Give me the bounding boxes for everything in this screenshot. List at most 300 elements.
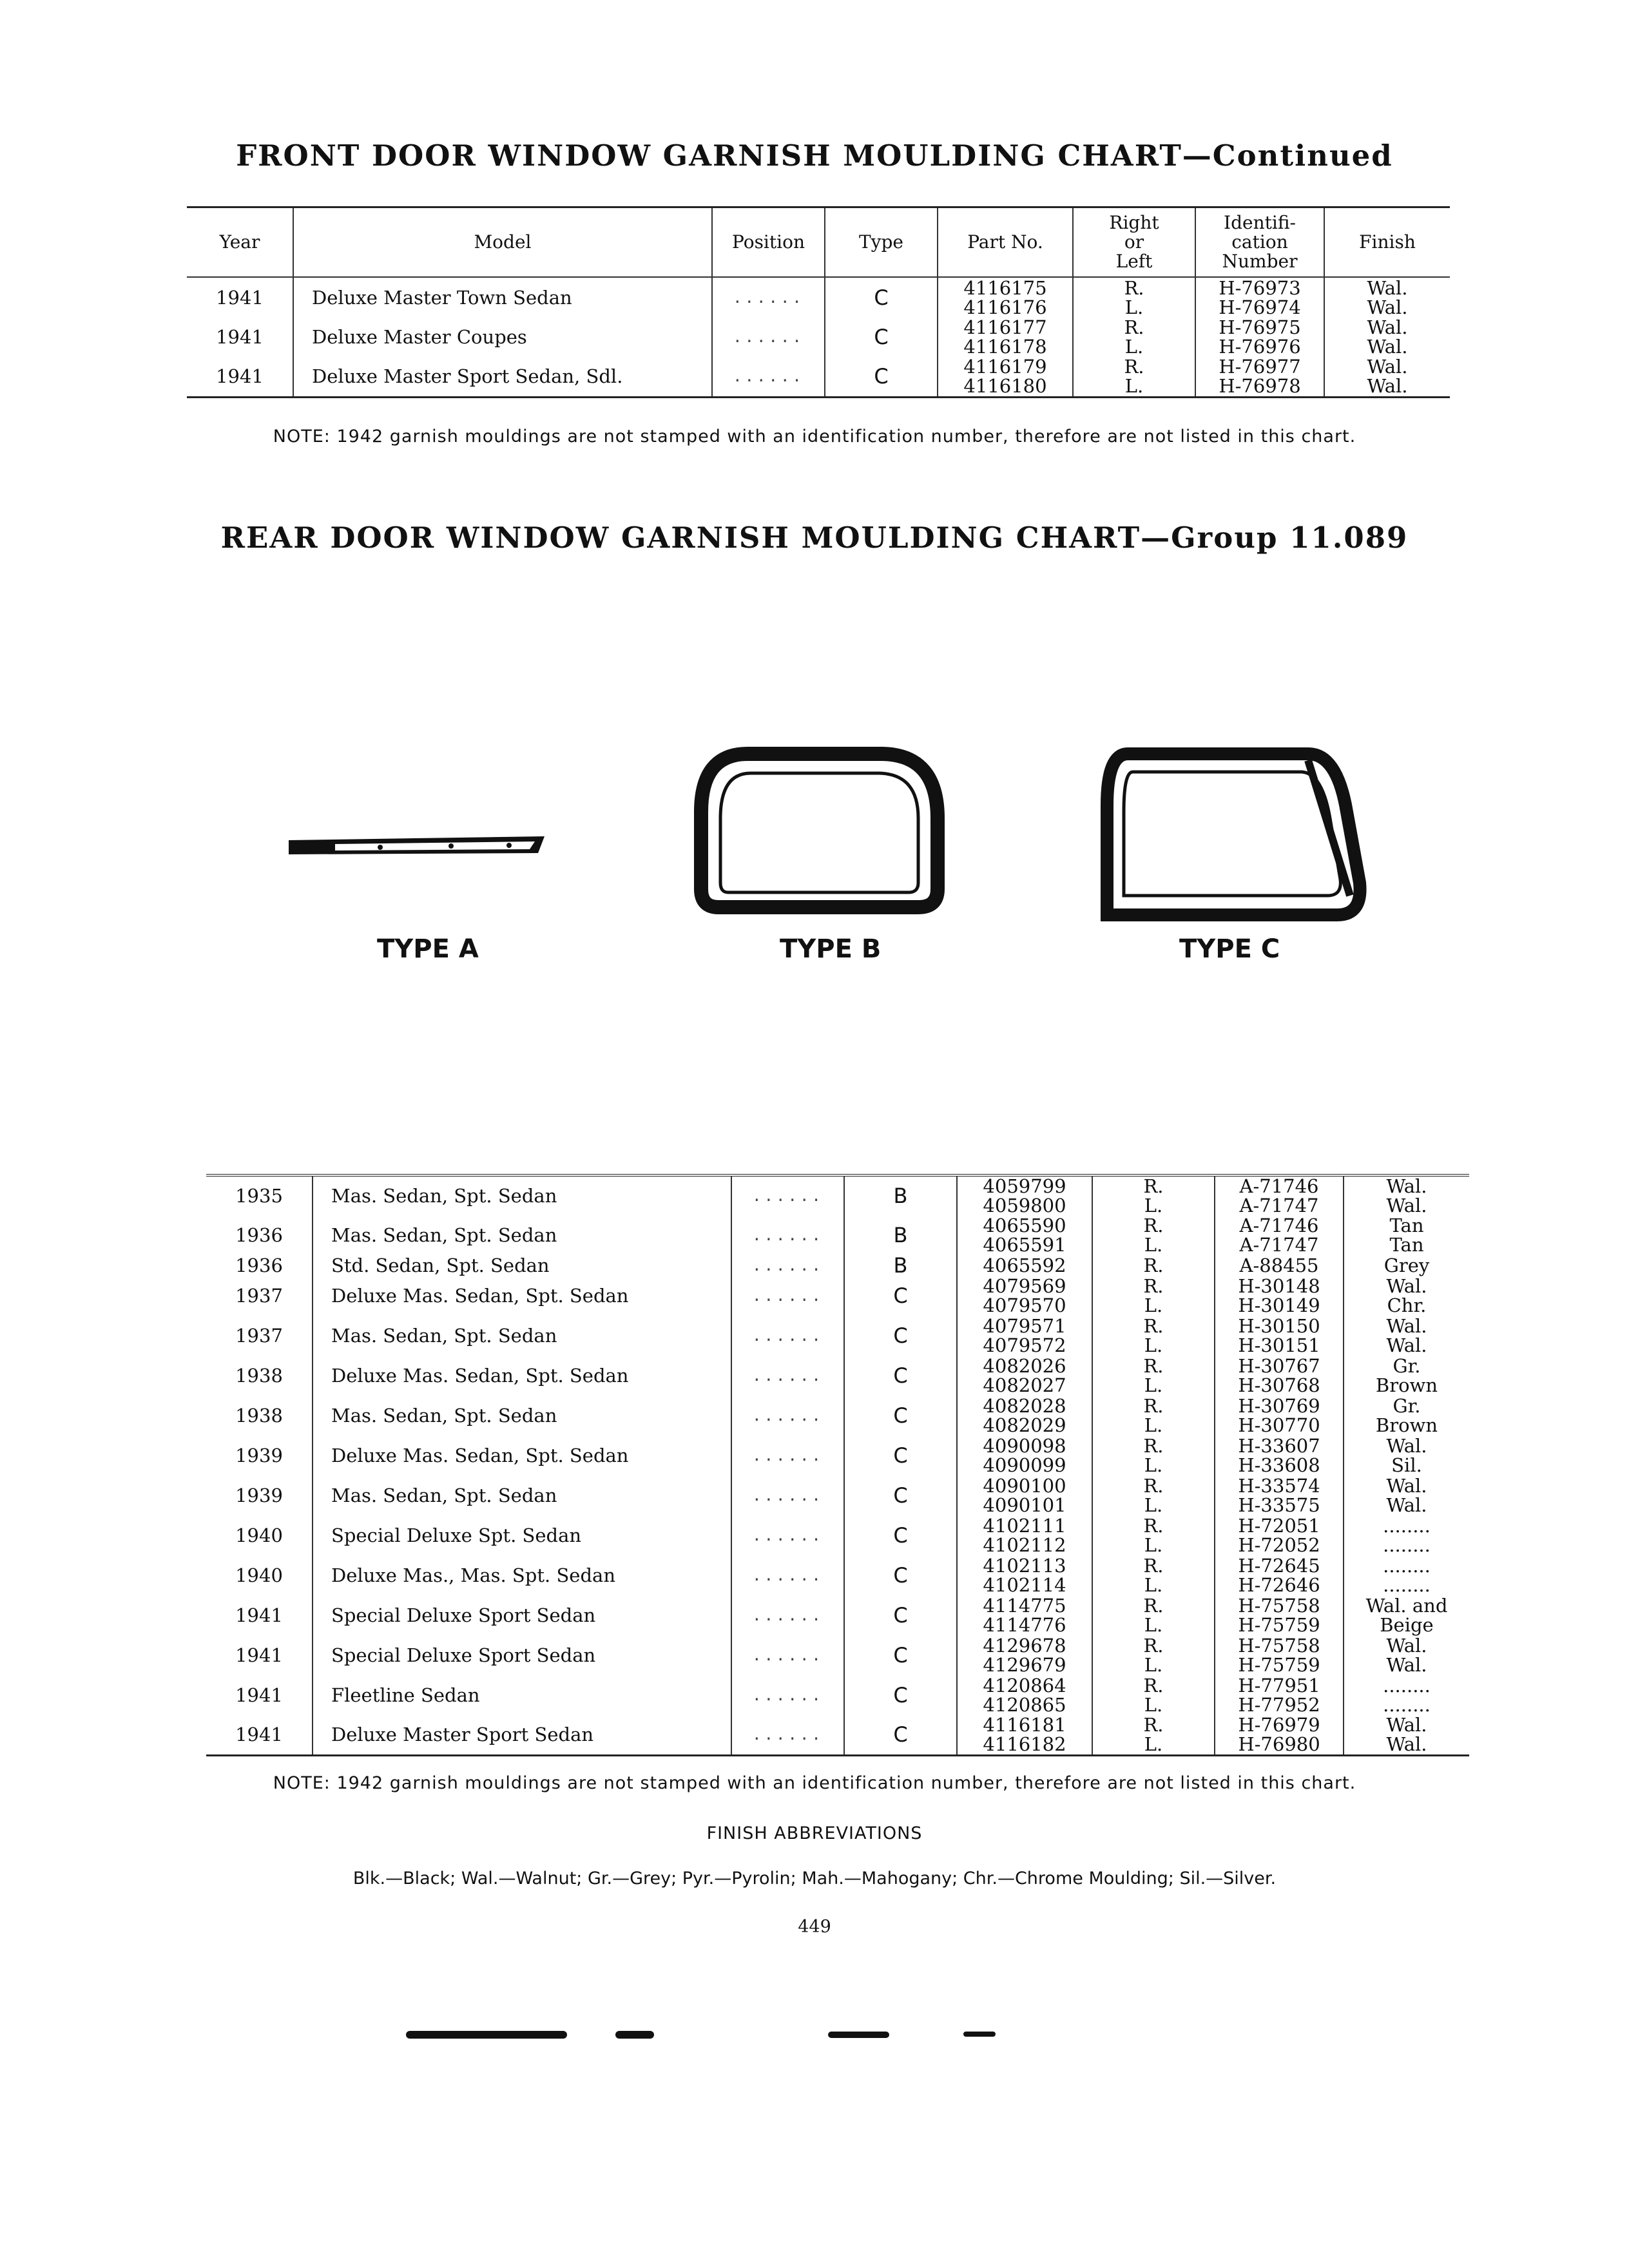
header-side-line: or <box>1124 231 1144 253</box>
header-model: Model <box>293 207 712 278</box>
model-cell: Mas. Sedan, Spt. Sedan <box>313 1215 731 1255</box>
rear-moulding-table <box>206 1174 1469 1756</box>
finish-cell <box>1344 1515 1469 1555</box>
finish-cell <box>1344 1316 1469 1356</box>
ident-cell <box>1215 1675 1344 1715</box>
model-cell: Deluxe Mas. Sedan, Spt. Sedan <box>313 1356 731 1396</box>
side-cell <box>1092 1515 1215 1555</box>
ident-cell <box>1215 1316 1344 1356</box>
side-value: R. <box>1143 1714 1164 1736</box>
scan-artifact <box>828 2032 889 2038</box>
finish-value: Wal. and <box>1365 1595 1448 1617</box>
part-no-value: 4090100 <box>983 1475 1066 1497</box>
position-cell: ...... <box>731 1356 844 1396</box>
type-cell: C <box>844 1316 957 1356</box>
side-cell <box>1092 1215 1215 1255</box>
finish-abbreviations-heading: FINISH ABBREVIATIONS <box>706 1823 923 1843</box>
ident-value: H-33574 <box>1238 1475 1320 1497</box>
side-value: R. <box>1143 1175 1164 1197</box>
type-cell: C <box>844 1276 957 1316</box>
part-no-value: 4116182 <box>983 1733 1066 1756</box>
part-no-cell <box>957 1255 1092 1276</box>
front-table-body <box>187 277 1450 397</box>
type-a-moulding-icon <box>289 836 545 854</box>
part-no-cell <box>957 1555 1092 1595</box>
ident-value: H-30770 <box>1238 1414 1320 1436</box>
table-row <box>206 1175 1469 1215</box>
finish-cell <box>1344 1255 1469 1276</box>
finish-value: Brown <box>1375 1414 1438 1436</box>
ident-cell <box>1195 357 1324 397</box>
finish-cell <box>1344 1475 1469 1515</box>
model-cell: Deluxe Master Sport Sedan, Sdl. <box>293 357 712 397</box>
table-row <box>206 1276 1469 1316</box>
side-value: R. <box>1143 1395 1164 1417</box>
model-cell: Special Deluxe Sport Sedan <box>313 1595 731 1635</box>
ident-value: H-33607 <box>1238 1435 1320 1457</box>
type-cell: C <box>844 1635 957 1675</box>
finish-value: ........ <box>1383 1555 1431 1577</box>
part-no-value: 4116175 <box>963 276 1047 299</box>
header-year: Year <box>187 207 293 278</box>
side-cell <box>1092 1276 1215 1316</box>
ident-value: A-71747 <box>1239 1195 1319 1216</box>
side-value: R. <box>1143 1355 1164 1377</box>
year-cell: 1938 <box>235 1365 283 1387</box>
type-cell: C <box>844 1356 957 1396</box>
side-value: L. <box>1144 1733 1163 1756</box>
header-side-line: Left <box>1115 251 1153 272</box>
year-cell: 1941 <box>216 365 264 388</box>
side-cell <box>1073 317 1195 357</box>
finish-value: Wal. <box>1386 1334 1427 1356</box>
type-b-label: TYPE B <box>780 934 882 964</box>
position-cell: ...... <box>731 1215 844 1255</box>
side-cell <box>1092 1356 1215 1396</box>
position-cell: ...... <box>731 1595 844 1635</box>
year-cell: 1941 <box>216 326 264 348</box>
part-no-value: 4059799 <box>983 1175 1066 1197</box>
finish-value: Brown <box>1375 1374 1438 1396</box>
ident-value: A-71747 <box>1239 1234 1319 1256</box>
side-value: L. <box>1144 1334 1163 1356</box>
header-type: Type <box>825 207 938 278</box>
finish-value: Gr. <box>1393 1355 1421 1377</box>
finish-cell <box>1344 1436 1469 1475</box>
finish-cell <box>1344 1215 1469 1255</box>
type-cell: B <box>844 1255 957 1276</box>
table-row <box>206 1215 1469 1255</box>
side-value: R. <box>1143 1315 1164 1337</box>
side-cell <box>1073 357 1195 397</box>
part-no-value: 4102113 <box>983 1555 1066 1577</box>
model-cell: Mas. Sedan, Spt. Sedan <box>313 1396 731 1436</box>
scan-artifact <box>406 2031 567 2039</box>
finish-cell <box>1344 1356 1469 1396</box>
model-cell: Deluxe Mas. Sedan, Spt. Sedan <box>313 1276 731 1316</box>
ident-value: H-75759 <box>1238 1614 1320 1636</box>
ident-value: A-88455 <box>1239 1254 1319 1276</box>
moulding-type-figures <box>0 735 1629 1005</box>
position-cell: ...... <box>731 1436 844 1475</box>
side-value: R. <box>1124 356 1144 378</box>
type-cell: C <box>844 1715 957 1755</box>
side-value: L. <box>1144 1614 1163 1636</box>
model-cell: Std. Sedan, Spt. Sedan <box>313 1255 731 1276</box>
side-value: R. <box>1143 1635 1164 1657</box>
finish-cell <box>1324 317 1450 357</box>
part-no-value: 4065592 <box>983 1254 1066 1276</box>
position-cell: ...... <box>731 1715 844 1755</box>
part-no-value: 4129679 <box>983 1654 1066 1676</box>
side-value: L. <box>1124 336 1144 358</box>
finish-cell <box>1344 1635 1469 1675</box>
side-cell <box>1092 1436 1215 1475</box>
side-value: R. <box>1143 1475 1164 1497</box>
front-moulding-table <box>187 206 1450 398</box>
model-cell: Fleetline Sedan <box>313 1675 731 1715</box>
side-cell <box>1092 1715 1215 1755</box>
page-number: 449 <box>798 1917 831 1937</box>
table-row <box>206 1715 1469 1755</box>
side-cell <box>1092 1175 1215 1215</box>
position-cell: ...... <box>731 1316 844 1356</box>
side-cell <box>1092 1475 1215 1515</box>
header-ident-line: Number <box>1222 251 1298 272</box>
part-no-cell <box>938 317 1073 357</box>
table-row <box>206 1555 1469 1595</box>
type-cell: C <box>825 277 938 317</box>
side-value: L. <box>1144 1574 1163 1596</box>
finish-cell <box>1324 357 1450 397</box>
side-value: L. <box>1144 1654 1163 1676</box>
model-cell: Mas. Sedan, Spt. Sedan <box>313 1316 731 1356</box>
finish-value: Wal. <box>1367 316 1408 338</box>
ident-cell <box>1215 1515 1344 1555</box>
side-cell <box>1092 1555 1215 1595</box>
side-cell <box>1092 1316 1215 1356</box>
position-cell: ...... <box>731 1475 844 1515</box>
part-no-cell <box>957 1635 1092 1675</box>
ident-value: H-30767 <box>1238 1355 1320 1377</box>
ident-value: H-76980 <box>1238 1733 1320 1756</box>
part-no-value: 4082026 <box>983 1355 1066 1377</box>
table-row <box>206 1255 1469 1276</box>
part-no-value: 4116180 <box>963 375 1047 398</box>
ident-value: H-30150 <box>1238 1315 1320 1337</box>
year-cell: 1941 <box>235 1644 283 1666</box>
part-no-cell <box>957 1595 1092 1635</box>
ident-value: H-76977 <box>1219 356 1301 378</box>
side-value: L. <box>1124 375 1144 398</box>
part-no-cell <box>957 1215 1092 1255</box>
finish-value: Wal. <box>1386 1475 1427 1497</box>
table-row <box>206 1316 1469 1356</box>
side-value: R. <box>1124 276 1144 299</box>
header-finish: Finish <box>1324 207 1450 278</box>
front-chart-title: FRONT DOOR WINDOW GARNISH MOULDING CHART—Continued <box>236 139 1393 173</box>
type-cell: C <box>844 1595 957 1635</box>
finish-cell <box>1344 1276 1469 1316</box>
ident-cell <box>1215 1255 1344 1276</box>
side-value: L. <box>1144 1694 1163 1716</box>
scan-artifact <box>963 2032 996 2037</box>
rear-table-body <box>206 1175 1469 1755</box>
finish-cell <box>1344 1595 1469 1635</box>
finish-cell <box>1324 277 1450 317</box>
ident-cell <box>1215 1635 1344 1675</box>
header-ident <box>1195 207 1324 278</box>
part-no-cell <box>957 1515 1092 1555</box>
position-cell: ...... <box>731 1635 844 1675</box>
finish-value: Wal. <box>1386 1175 1427 1197</box>
part-no-cell <box>957 1436 1092 1475</box>
part-no-value: 4120864 <box>983 1675 1066 1696</box>
finish-value: Chr. <box>1387 1294 1427 1316</box>
finish-value: Wal. <box>1386 1435 1427 1457</box>
finish-abbreviations-text: Blk.—Black; Wal.—Walnut; Gr.—Grey; Pyr.—Pyrolin; Mah.—Mahogany; Chr.—Chrome Moulding; Sil.—Silver. <box>352 1869 1277 1888</box>
year-cell: 1941 <box>216 286 264 309</box>
rear-chart-title: REAR DOOR WINDOW GARNISH MOULDING CHART—Group 11.089 <box>220 521 1409 555</box>
finish-value: Beige <box>1380 1614 1434 1636</box>
part-no-value: 4116176 <box>963 296 1047 318</box>
side-value: R. <box>1143 1435 1164 1457</box>
side-value: R. <box>1143 1595 1164 1617</box>
finish-value: ........ <box>1383 1534 1431 1556</box>
part-no-value: 4114776 <box>983 1614 1066 1636</box>
ident-cell <box>1215 1356 1344 1396</box>
finish-value: ........ <box>1383 1675 1431 1696</box>
rear-note: NOTE: 1942 garnish mouldings are not stamped with an identification number, therefore are not listed in this chart. <box>273 1773 1356 1793</box>
table-row <box>206 1436 1469 1475</box>
finish-value: Wal. <box>1386 1714 1427 1736</box>
position-cell: ...... <box>731 1675 844 1715</box>
ident-value: H-76974 <box>1219 296 1301 318</box>
ident-value: H-72052 <box>1238 1534 1320 1556</box>
ident-cell <box>1215 1715 1344 1755</box>
ident-value: H-30148 <box>1238 1275 1320 1297</box>
side-value: R. <box>1143 1254 1164 1276</box>
part-no-value: 4102111 <box>983 1515 1066 1537</box>
ident-value: H-76973 <box>1219 276 1301 299</box>
finish-value: Wal. <box>1367 356 1408 378</box>
part-no-value: 4079570 <box>983 1294 1066 1316</box>
ident-cell <box>1215 1175 1344 1215</box>
part-no-cell <box>957 1276 1092 1316</box>
finish-value: ........ <box>1383 1574 1431 1596</box>
part-no-value: 4090098 <box>983 1435 1066 1457</box>
header-part-no: Part No. <box>938 207 1073 278</box>
table-row <box>187 277 1450 317</box>
side-value: L. <box>1144 1195 1163 1216</box>
part-no-cell <box>957 1175 1092 1215</box>
part-no-value: 4129678 <box>983 1635 1066 1657</box>
finish-cell <box>1344 1715 1469 1755</box>
ident-cell <box>1215 1396 1344 1436</box>
type-cell: C <box>844 1475 957 1515</box>
part-no-cell <box>938 277 1073 317</box>
year-cell: 1937 <box>235 1325 283 1347</box>
part-no-value: 4116181 <box>983 1714 1066 1736</box>
header-ident-line: cation <box>1231 231 1288 253</box>
finish-cell <box>1344 1555 1469 1595</box>
part-no-value: 4079569 <box>983 1275 1066 1297</box>
ident-value: H-30768 <box>1238 1374 1320 1396</box>
side-cell <box>1092 1396 1215 1436</box>
side-value: L. <box>1144 1494 1163 1516</box>
model-cell: Deluxe Mas. Sedan, Spt. Sedan <box>313 1436 731 1475</box>
side-value: R. <box>1143 1215 1164 1236</box>
finish-value: Gr. <box>1393 1395 1421 1417</box>
part-no-cell <box>957 1715 1092 1755</box>
side-value: L. <box>1144 1454 1163 1476</box>
finish-value: Wal. <box>1367 276 1408 299</box>
finish-value: Grey <box>1383 1254 1430 1276</box>
year-cell: 1935 <box>235 1185 283 1207</box>
ident-value: H-76975 <box>1219 316 1301 338</box>
ident-value: H-77952 <box>1238 1694 1320 1716</box>
position-cell: ...... <box>731 1175 844 1215</box>
type-cell: B <box>844 1175 957 1215</box>
year-cell: 1940 <box>235 1524 283 1546</box>
part-no-cell <box>957 1675 1092 1715</box>
side-value: L. <box>1144 1414 1163 1436</box>
finish-value: Wal. <box>1386 1275 1427 1297</box>
position-cell: ...... <box>712 317 825 357</box>
type-cell: C <box>844 1436 957 1475</box>
ident-cell <box>1195 277 1324 317</box>
position-cell: ...... <box>731 1515 844 1555</box>
ident-value: H-76978 <box>1219 375 1301 398</box>
position-cell: ...... <box>731 1555 844 1595</box>
side-cell <box>1092 1595 1215 1635</box>
ident-value: A-71746 <box>1239 1175 1319 1197</box>
ident-value: A-71746 <box>1239 1215 1319 1236</box>
part-no-value: 4114775 <box>983 1595 1066 1617</box>
type-cell: C <box>844 1515 957 1555</box>
finish-value: Wal. <box>1386 1494 1427 1516</box>
ident-value: H-76979 <box>1238 1714 1320 1736</box>
side-value: L. <box>1144 1234 1163 1256</box>
finish-value: Tan <box>1389 1215 1424 1236</box>
ident-value: H-76976 <box>1219 336 1301 358</box>
finish-cell <box>1344 1675 1469 1715</box>
part-no-value: 4059800 <box>983 1195 1066 1216</box>
year-cell: 1941 <box>235 1684 283 1706</box>
side-cell <box>1092 1675 1215 1715</box>
header-side-line: Right <box>1109 212 1159 233</box>
side-cell <box>1073 277 1195 317</box>
table-row <box>206 1356 1469 1396</box>
finish-value: Wal. <box>1367 296 1408 318</box>
ident-value: H-30769 <box>1238 1395 1320 1417</box>
model-cell: Mas. Sedan, Spt. Sedan <box>313 1475 731 1515</box>
finish-value: Wal. <box>1367 375 1408 398</box>
part-no-cell <box>957 1356 1092 1396</box>
side-cell <box>1092 1635 1215 1675</box>
side-value: R. <box>1124 316 1144 338</box>
model-cell: Special Deluxe Spt. Sedan <box>313 1515 731 1555</box>
finish-value: ........ <box>1383 1694 1431 1716</box>
year-cell: 1938 <box>235 1405 283 1427</box>
table-row <box>206 1475 1469 1515</box>
finish-value: Wal. <box>1367 336 1408 358</box>
finish-value: Wal. <box>1386 1733 1427 1756</box>
position-cell: ...... <box>731 1396 844 1436</box>
side-value: R. <box>1143 1555 1164 1577</box>
scan-artifact <box>615 2031 654 2039</box>
finish-cell <box>1344 1175 1469 1215</box>
table-row <box>187 317 1450 357</box>
part-no-value: 4116179 <box>963 356 1047 378</box>
year-cell: 1941 <box>235 1724 283 1746</box>
part-no-value: 4079572 <box>983 1334 1066 1356</box>
type-cell: C <box>844 1396 957 1436</box>
ident-value: H-33608 <box>1238 1454 1320 1476</box>
part-no-cell <box>957 1475 1092 1515</box>
year-cell: 1940 <box>235 1564 283 1586</box>
part-no-value: 4102114 <box>983 1574 1066 1596</box>
finish-value: Wal. <box>1386 1315 1427 1337</box>
finish-value: Tan <box>1389 1234 1424 1256</box>
part-no-value: 4082028 <box>983 1395 1066 1417</box>
ident-value: H-75759 <box>1238 1654 1320 1676</box>
ident-cell <box>1215 1595 1344 1635</box>
position-cell: ...... <box>731 1255 844 1276</box>
side-value: L. <box>1124 296 1144 318</box>
position-cell: ...... <box>712 277 825 317</box>
ident-cell <box>1215 1276 1344 1316</box>
year-cell: 1939 <box>235 1485 283 1506</box>
part-no-value: 4102112 <box>983 1534 1066 1556</box>
year-cell: 1936 <box>235 1254 283 1276</box>
part-no-value: 4082029 <box>983 1414 1066 1436</box>
type-cell: B <box>844 1215 957 1255</box>
side-value: R. <box>1143 1275 1164 1297</box>
table-row <box>206 1635 1469 1675</box>
part-no-value: 4120865 <box>983 1694 1066 1716</box>
part-no-value: 4065590 <box>983 1215 1066 1236</box>
finish-value: Wal. <box>1386 1654 1427 1676</box>
side-value: L. <box>1144 1534 1163 1556</box>
ident-value: H-75758 <box>1238 1635 1320 1657</box>
finish-value: Wal. <box>1386 1635 1427 1657</box>
table-row <box>187 357 1450 397</box>
type-b-moulding-icon <box>701 754 938 907</box>
model-cell: Deluxe Master Sport Sedan <box>313 1715 731 1755</box>
model-cell: Mas. Sedan, Spt. Sedan <box>313 1175 731 1215</box>
type-c-label: TYPE C <box>1179 934 1280 964</box>
table-row <box>206 1396 1469 1436</box>
side-cell <box>1092 1255 1215 1276</box>
position-cell: ...... <box>712 357 825 397</box>
ident-value: H-33575 <box>1238 1494 1320 1516</box>
model-cell: Deluxe Mas., Mas. Spt. Sedan <box>313 1555 731 1595</box>
header-side <box>1073 207 1195 278</box>
finish-value: Sil. <box>1391 1454 1422 1476</box>
side-value: R. <box>1143 1515 1164 1537</box>
type-a-label: TYPE A <box>377 934 479 964</box>
ident-value: H-30151 <box>1238 1334 1320 1356</box>
ident-value: H-77951 <box>1238 1675 1320 1696</box>
ident-value: H-30149 <box>1238 1294 1320 1316</box>
ident-cell <box>1215 1555 1344 1595</box>
side-value: L. <box>1144 1294 1163 1316</box>
side-value: L. <box>1144 1374 1163 1396</box>
type-cell: C <box>825 317 938 357</box>
type-cell: C <box>844 1675 957 1715</box>
header-ident-line: Identifi- <box>1224 212 1296 233</box>
